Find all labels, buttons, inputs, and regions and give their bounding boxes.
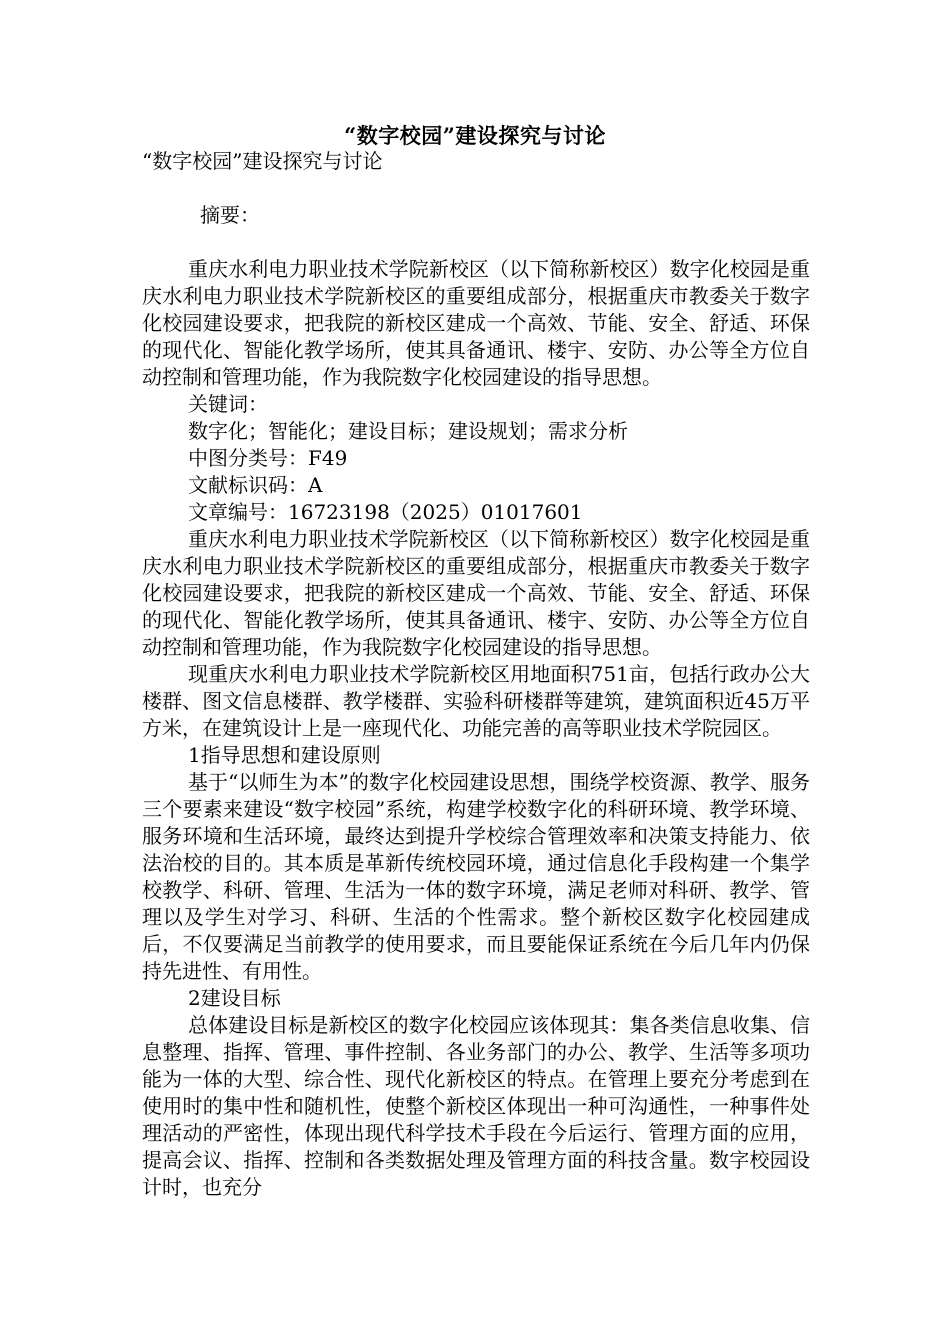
keywords-list: 数字化；智能化；建设目标；建设规划；需求分析 xyxy=(188,419,628,443)
keywords-label: 关键词： xyxy=(188,392,268,416)
classification-number: 中图分类号：F49 xyxy=(188,446,348,470)
section-heading: 2建设目标 xyxy=(188,986,281,1010)
document-body xyxy=(142,148,810,1201)
abstract-paragraph: 重庆水利电力职业技术学院新校区（以下简称新校区）数字化校园是重庆水利电力职业技术学院新校区的重要组成部分，根据重庆市教委关于数字化校园建设要求，把我院的新校区建成一个高效、节能、安全、舒适、环保的现代化、智能化教学场所，使其具备通讯、楼宇、安防、办公等全方位自动控制和管理功能，作为我院数字化校园建设的指导思想。 xyxy=(142,257,810,389)
abstract-label: 摘要： xyxy=(200,203,260,227)
article-number: 文章编号：16723198（2025）01017601 xyxy=(188,500,583,524)
body-paragraph: 现重庆水利电力职业技术学院新校区用地面积751亩，包括行政办公大楼群、图文信息楼群、教学楼群、实验科研楼群等建筑，建筑面积近45万平方米，在建筑设计上是一座现代化、功能完善的高等职业技术学院园区。 xyxy=(142,662,810,740)
document-title: “数字校园”建设探究与讨论 xyxy=(344,123,606,148)
section-heading: 1指导思想和建设原则 xyxy=(188,743,381,767)
body-paragraph: 重庆水利电力职业技术学院新校区（以下简称新校区）数字化校园是重庆水利电力职业技术学院新校区的重要组成部分，根据重庆市教委关于数字化校园建设要求，把我院的新校区建成一个高效、节能、安全、舒适、环保的现代化、智能化教学场所，使其具备通讯、楼宇、安防、办公等全方位自动控制和管理功能，作为我院数字化校园建设的指导思想。 xyxy=(142,527,810,659)
document-code: 文献标识码：A xyxy=(188,473,323,497)
body-paragraph: 基于“以师生为本”的数字化校园建设思想，围绕学校资源、教学、服务三个要素来建设“数字校园”系统，构建学校数字化的科研环境、教学环境、服务环境和生活环境，最终达到提升学校综合管理效率和决策支持能力、依法治校的目的。其本质是革新传统校园环境，通过信息化手段构建一个集学校教学、科研、管理、生活为一体的数字环境，满足老师对科研、教学、管理以及学生对学习、科研、生活的个性需求。整个新校区数字化校园建成后，不仅要满足当前教学的使用要求，而且要能保证系统在今后几年内仍保持先进性、有用性。 xyxy=(142,770,810,983)
body-paragraph: 总体建设目标是新校区的数字化校园应该体现其：集各类信息收集、信息整理、指挥、管理、事件控制、各业务部门的办公、教学、生活等多项功能为一体的大型、综合性、现代化新校区的特点。在管理上要充分考虑到在使用时的集中性和随机性，使整个新校区体现出一种可沟通性，一种事件处理活动的严密性，体现出现代科学技术手段在今后运行、管理方面的应用，提高会议、指挥、控制和各类数据处理及管理方面的科技含量。数字校园设计时，也充分 xyxy=(142,1013,810,1199)
document-subtitle: “数字校园”建设探究与讨论 xyxy=(142,149,383,173)
